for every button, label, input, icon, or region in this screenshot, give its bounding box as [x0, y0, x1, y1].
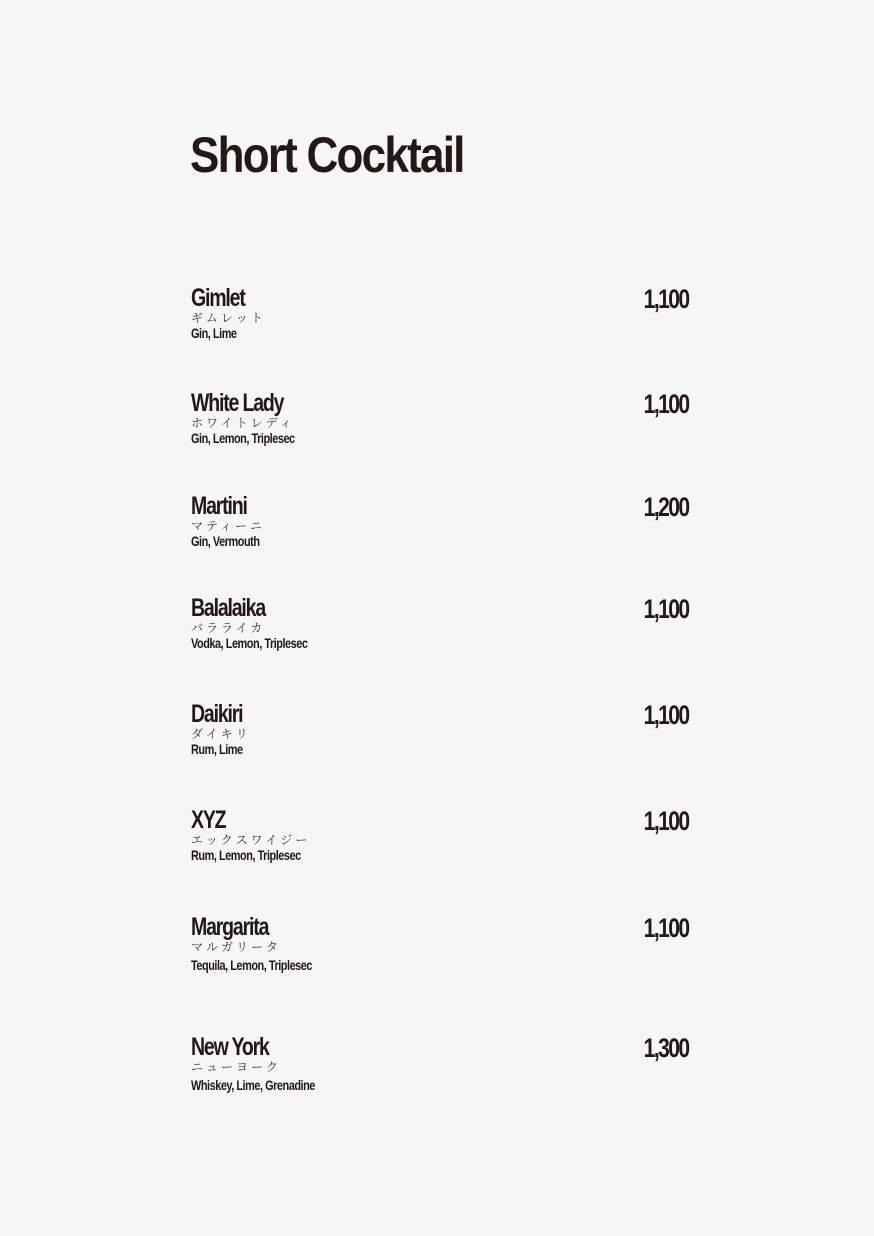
page-title: Short Cocktail	[190, 127, 464, 183]
item-kana: エックスワイジー	[191, 833, 311, 847]
item-price: 1,100	[644, 284, 689, 314]
item-kana: ニューヨーク	[191, 1060, 282, 1074]
item-price: 1,200	[644, 492, 689, 522]
item-ingredients: Vodka, Lemon, Triplesec	[191, 635, 308, 651]
menu-item-daikiri	[191, 700, 691, 780]
menu-item-margarita	[191, 913, 691, 993]
menu-item-new-york	[191, 1033, 691, 1113]
item-ingredients: Rum, Lemon, Triplesec	[191, 847, 301, 863]
item-name: XYZ	[191, 806, 226, 834]
item-price: 1,300	[644, 1033, 689, 1063]
menu-item-white-lady	[191, 389, 691, 469]
item-ingredients: Gin, Lemon, Triplesec	[191, 430, 295, 446]
item-kana: バラライカ	[191, 621, 266, 635]
item-kana: ダイキリ	[191, 727, 251, 741]
item-price: 1,100	[644, 700, 689, 730]
menu-item-gimlet	[191, 284, 691, 364]
menu-item-martini	[191, 492, 691, 572]
item-price: 1,100	[644, 389, 689, 419]
item-price: 1,100	[644, 594, 689, 624]
item-name: Martini	[191, 492, 247, 520]
item-kana: マルガリータ	[191, 940, 282, 954]
item-price: 1,100	[644, 913, 689, 943]
item-name: New York	[191, 1033, 269, 1061]
item-name: White Lady	[191, 389, 284, 417]
item-name: Balalaika	[191, 594, 266, 622]
item-price: 1,100	[644, 806, 689, 836]
item-ingredients: Rum, Lime	[191, 741, 243, 757]
menu-item-balalaika	[191, 594, 691, 674]
item-kana: マティーニ	[191, 519, 266, 533]
item-ingredients: Gin, Lime	[191, 325, 237, 341]
item-kana: ホワイトレディ	[191, 416, 295, 430]
item-name: Margarita	[191, 913, 269, 941]
item-ingredients: Tequila, Lemon, Triplesec	[191, 957, 312, 973]
menu-item-xyz	[191, 806, 691, 886]
item-ingredients: Gin, Vermouth	[191, 533, 260, 549]
item-name: Daikiri	[191, 700, 243, 728]
item-ingredients: Whiskey, Lime, Grenadine	[191, 1077, 315, 1093]
item-name: Gimlet	[191, 284, 245, 312]
item-kana: ギムレット	[191, 311, 266, 325]
